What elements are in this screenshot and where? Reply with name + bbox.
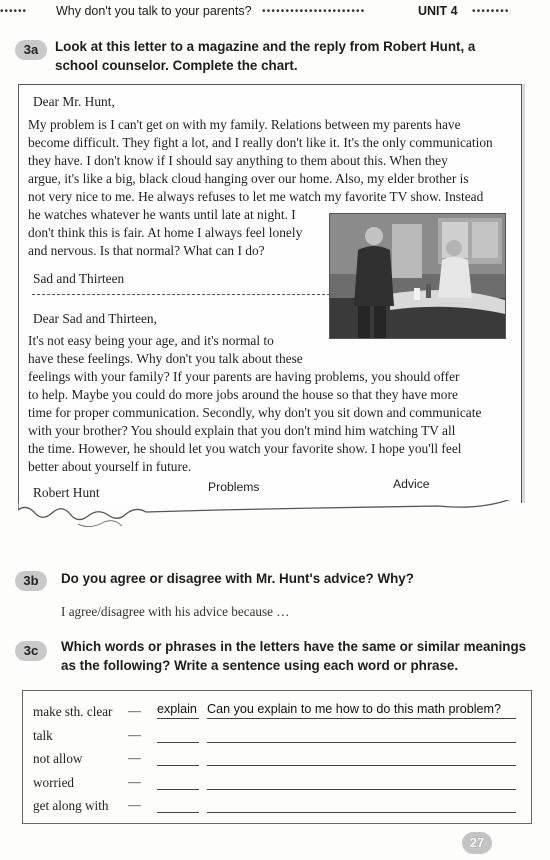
sentence-blank[interactable] bbox=[207, 728, 516, 743]
header-dots-right: •••••••• bbox=[472, 6, 510, 17]
sentence-blank[interactable] bbox=[207, 751, 516, 766]
reply-line: the time. However, he should let you watch your favorite show. I hope you'll feel bbox=[28, 441, 462, 456]
exercise-3c-instruction-line1: Which words or phrases in the letters have the same or similar meanings bbox=[61, 639, 527, 654]
unit-label: UNIT 4 bbox=[418, 4, 458, 18]
letter-line: he watches whatever he wants until late at night. I bbox=[28, 207, 296, 222]
letter-line: become difficult. They fight a lot, and I really don't like it. It's the only communication bbox=[28, 135, 493, 150]
exercise-badge-3a: 3a bbox=[15, 40, 47, 60]
reply-line: with your brother? You should explain that you don't mind him watching TV all bbox=[28, 423, 456, 438]
row-dash: — bbox=[128, 727, 141, 742]
letter-line: not very nice to me. He always refuses to let me watch my favorite TV show. Instead bbox=[28, 189, 484, 204]
page-number: 27 bbox=[462, 832, 492, 854]
exercise-3a-instruction-line2: school counselor. Complete the chart. bbox=[55, 58, 298, 73]
phrase-label: worried bbox=[33, 775, 75, 790]
phrase-label: get along with bbox=[33, 798, 109, 813]
row-dash: — bbox=[128, 703, 141, 718]
answer-blank[interactable] bbox=[157, 751, 199, 766]
header-dots-left: •••••• bbox=[0, 6, 28, 17]
sentence-text: Can you explain to me how to do this math problem? bbox=[207, 702, 502, 716]
answer-blank[interactable] bbox=[157, 798, 199, 813]
header-dots-middle: •••••••••••••••••••••• bbox=[262, 6, 366, 17]
reply-line: have these feelings. Why don't you talk about these bbox=[28, 351, 303, 366]
letter-line: and nervous. Is that normal? What can I do? bbox=[28, 243, 265, 258]
letter-signature: Sad and Thirteen bbox=[33, 271, 125, 286]
exercise-badge-3c: 3c bbox=[15, 641, 47, 661]
letter-line: they have. I don't know if I should say anything to them about this. When they bbox=[28, 153, 448, 168]
letter-line: argue, it's like a big, black cloud hanging over our home. Also, my elder brother is bbox=[28, 171, 469, 186]
letter-divider bbox=[32, 294, 330, 295]
reply-line: feelings with your family? If your parents are having problems, you should offer bbox=[28, 369, 460, 384]
reply-line: It's not easy being your age, and it's normal to bbox=[28, 333, 274, 348]
row-dash: — bbox=[128, 774, 141, 789]
sentence-blank[interactable] bbox=[207, 775, 516, 790]
row-dash: — bbox=[128, 750, 141, 765]
answer-blank[interactable] bbox=[157, 775, 199, 790]
letter-line: don't think this is fair. At home I always feel lonely bbox=[28, 225, 303, 240]
reply-line: to help. Maybe you could do more jobs around the house so that they have more bbox=[28, 387, 458, 402]
chart-advice-label: Advice bbox=[393, 477, 430, 491]
letter-greeting: Dear Mr. Hunt, bbox=[33, 94, 115, 109]
reply-greeting: Dear Sad and Thirteen, bbox=[33, 311, 157, 326]
letter-line: My problem is I can't get on with my family. Relations between my parents have bbox=[28, 117, 461, 132]
header-title: Why don't you talk to your parents? bbox=[56, 4, 252, 18]
exercise-3a-instruction-line1: Look at this letter to a magazine and the reply from Robert Hunt, a bbox=[55, 39, 476, 54]
page-header bbox=[0, 4, 550, 20]
phrase-label: talk bbox=[33, 728, 53, 743]
row-dash: — bbox=[128, 797, 141, 812]
exercise-badge-3b: 3b bbox=[15, 571, 47, 591]
reply-line: time for proper communication. Secondly, why don't you sit down and communicate bbox=[28, 405, 482, 420]
kitchen-photo-image bbox=[330, 214, 505, 338]
phrase-label: make sth. clear bbox=[33, 704, 113, 719]
reply-signature: Robert Hunt bbox=[33, 485, 100, 500]
exercise-3c-instruction-line2: as the following? Write a sentence using each word or phrase. bbox=[61, 658, 459, 673]
torn-edge bbox=[18, 500, 524, 528]
kitchen-photo bbox=[329, 213, 506, 339]
answer-text: explain bbox=[157, 702, 197, 716]
phrase-label: not allow bbox=[33, 751, 83, 766]
exercise-3b-instruction: Do you agree or disagree with Mr. Hunt's advice? Why? bbox=[61, 571, 414, 586]
exercise-3b-prompt: I agree/disagree with his advice because … bbox=[61, 604, 290, 619]
reply-line: better about yourself in future. bbox=[28, 459, 192, 474]
chart-problems-label: Problems bbox=[208, 480, 260, 494]
answer-blank[interactable] bbox=[157, 728, 199, 743]
sentence-blank[interactable] bbox=[207, 798, 516, 813]
